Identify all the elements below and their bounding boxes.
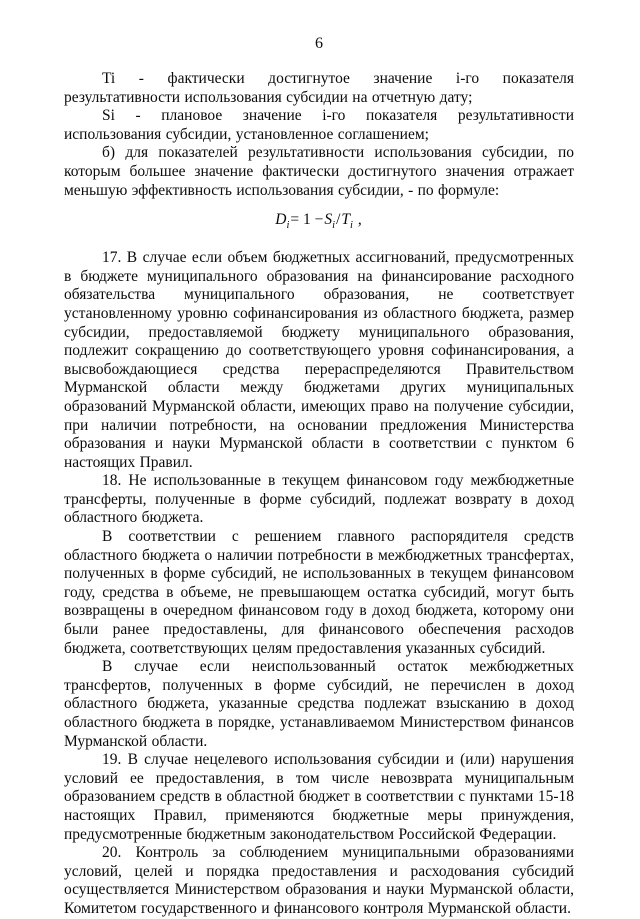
paragraph-20: 20. Контроль за соблюдением муниципальными образованиями условий, целей и порядка предоставления и расходования субсидий осуществляется Министерством образования и науки Мурманской области, Комитетом государственного и финансового контроля Мурманской области. — [64, 844, 574, 917]
formula-equals-sign: = 1 − — [290, 211, 324, 229]
formula-lhs-variable: D — [275, 211, 287, 229]
formula-trailing-comma: , — [353, 211, 362, 229]
paragraph-18-continuation-return: В соответствии с решением главного распорядителя средств областного бюджета о наличии потребности в межбюджетных трансфертах, полученных в форме субсидий, не использованных в текущем финансовом году, средства в объеме, не превышающем остатка субсидий, могут быть возвращены в очередном финансовом году в доход бюджета, которому они были ранее предоставлены, для финансового обеспечения расходов бюджета, соответствующих целям предоставления указанных субсидий. — [64, 528, 574, 657]
formula-numerator-variable: S — [324, 211, 333, 229]
paragraph-ti-definition: Ti - фактически достигнутое значение i-го показателя результативности использования субсидии на отчетную дату; — [64, 70, 574, 106]
formula-lhs-subscript: i — [286, 220, 290, 232]
formula-division-slash: / — [336, 211, 341, 229]
paragraph-18: 18. Не использованные в текущем финансовом году межбюджетные трансферты, полученные в форме субсидий, подлежат возврату в доход областного бюджета. — [64, 472, 574, 527]
page-number: 6 — [315, 35, 323, 52]
paragraph-item-b: б) для показателей результативности использования субсидии, по которым большее значение фактически достигнутого значения отражает меньшую эффективность использования субсидии, - по формуле: — [64, 144, 574, 199]
formula-line — [64, 210, 574, 232]
formula-numerator-subscript: i — [332, 220, 336, 232]
formula-denominator-variable: T — [341, 211, 351, 229]
paragraph-si-definition: Si - плановое значение i-го показателя результативности использования субсидии, установленное соглашением; — [64, 107, 574, 143]
paragraph-17: 17. В случае если объем бюджетных ассигнований, предусмотренных в бюджете муниципального образования на финансирование расходного обязательства муниципального образования, не соответствует установленному уровню софинансирования из областного бюджета, размер субсидии, предоставляемой бюджету муниципального образования, подлежит сокращению до соответствующего уровня софинансирования, а высвобождающиеся средства перераспределяются Правительством Мурманской области между бюджетами других муниципальных образований Мурманской области, имеющих право на получение субсидии, при наличии потребности, на основании предложения Министерства образования и науки Мурманской области в соответствии с пунктом 6 настоящих Правил. — [64, 249, 574, 471]
paragraph-18-continuation-recovery: В случае если неиспользованный остаток межбюджетных трансфертов, полученных в форме субсидий, не перечислен в доход областного бюджета, указанные средства подлежат взысканию в доход областного бюджета в порядке, устанавливаемом Министерством финансов Мурманской области. — [64, 658, 574, 750]
paragraph-19: 19. В случае нецелевого использования субсидии и (или) нарушения условий ее предоставления, в том числе невозврата муниципальным образованием средств в областной бюджет в соответствии с пунктами 15-18 настоящих Правил, применяются бюджетные меры принуждения, предусмотренные бюджетным законодательством Российской Федерации. — [64, 751, 574, 843]
formula-denominator-subscript: i — [350, 220, 353, 232]
